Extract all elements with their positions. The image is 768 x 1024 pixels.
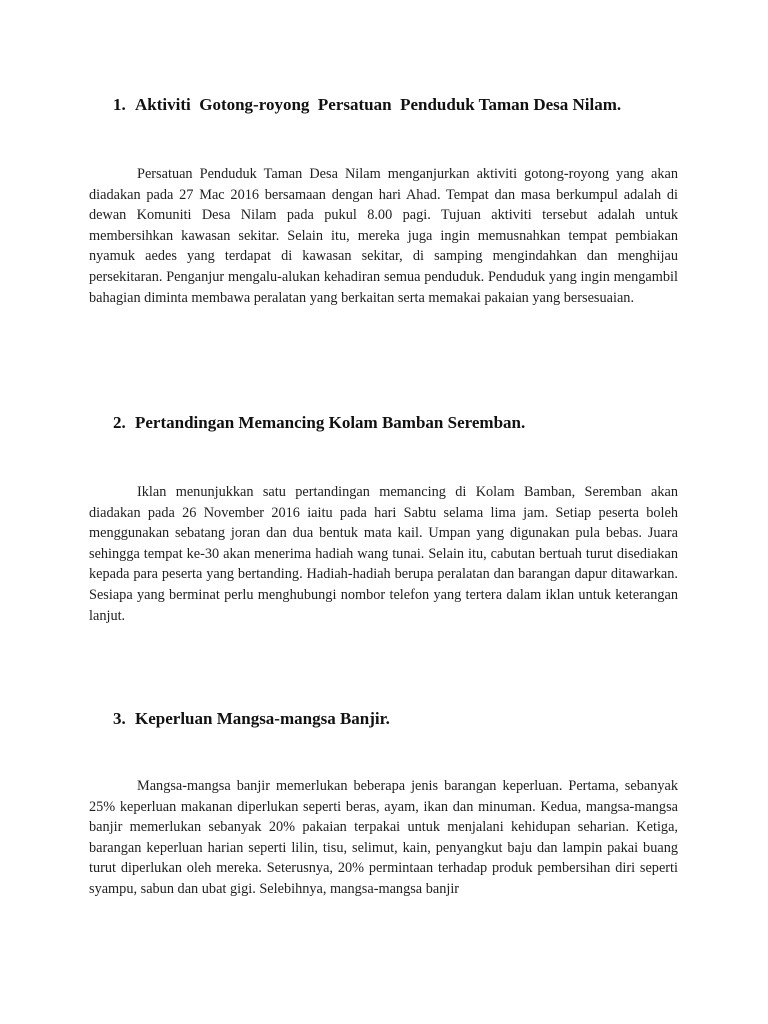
section-2-paragraph: Iklan menunjukkan satu pertandingan memancing di Kolam Bamban, Seremban akan diadakan pada 26 November 2016 iaitu pada hari Sabtu selama lima jam. Setiap peserta boleh menggunakan sebatang joran dan dua bentuk mata kail. Umpan yang digunakan pula bebas. Juara sehingga tempat ke-30 akan menerima hadiah wang tunai. Selain itu, cabutan bertuah turut disediakan kepada para peserta yang bertanding. Hadiah-hadiah berupa peralatan dan barangan dapur ditawarkan. Sesiapa yang berminat perlu menghubungi nombor telefon yang tertera dalam iklan untuk keterangan lanjut. — [89, 484, 678, 624]
section-2-title: Pertandingan Memancing Kolam Bamban Seremban. — [135, 413, 526, 432]
section-2-heading — [113, 413, 525, 433]
section-3-title: Keperluan Mangsa-mangsa Banjir. — [135, 709, 390, 728]
section-1-title: Aktiviti Gotong-royong Persatuan Penduduk Taman Desa Nilam. — [135, 95, 622, 114]
section-1-paragraph: Persatuan Penduduk Taman Desa Nilam menganjurkan aktiviti gotong-royong yang akan diadakan pada 27 Mac 2016 bersamaan dengan hari Ahad. Tempat dan masa berkumpul adalah di dewan Komuniti Desa Nilam pada pukul 8.00 pagi. Tujuan aktiviti tersebut adalah untuk membersihkan kawasan sekitar. Selain itu, mereka juga ingin memusnahkan tempat pembiakan nyamuk aedes yang terdapat di kawasan sekitar, di samping mengindahkan dan menghijau persekitaran. Penganjur mengalu-alukan kehadiran semua penduduk. Penduduk yang ingin mengambil bahagian diminta membawa peralatan yang berkaitan serta memakai pakaian yang bersesuaian. — [89, 166, 678, 306]
section-3-number: 3. — [113, 709, 126, 728]
section-2-number: 2. — [113, 413, 126, 432]
section-1-heading — [113, 95, 621, 115]
section-3-heading — [113, 709, 390, 729]
section-3-paragraph: Mangsa-mangsa banjir memerlukan beberapa jenis barangan keperluan. Pertama, sebanyak 25% keperluan makanan diperlukan seperti beras, ayam, ikan dan minuman. Kedua, mangsa-mangsa banjir memerlukan sebanyak 20% pakaian terpakai untuk menjalani kehidupan seharian. Ketiga, barangan keperluan harian seperti lilin, tisu, selimut, kain, penyangkut baju dan lampin pakai buang turut diperlukan oleh mereka. Seterusnya, 20% permintaan terhadap produk pembersihan diri seperti syampu, sabun dan ubat gigi. Selebihnya, mangsa-mangsa banjir — [89, 778, 678, 897]
section-1-number: 1. — [113, 95, 126, 114]
